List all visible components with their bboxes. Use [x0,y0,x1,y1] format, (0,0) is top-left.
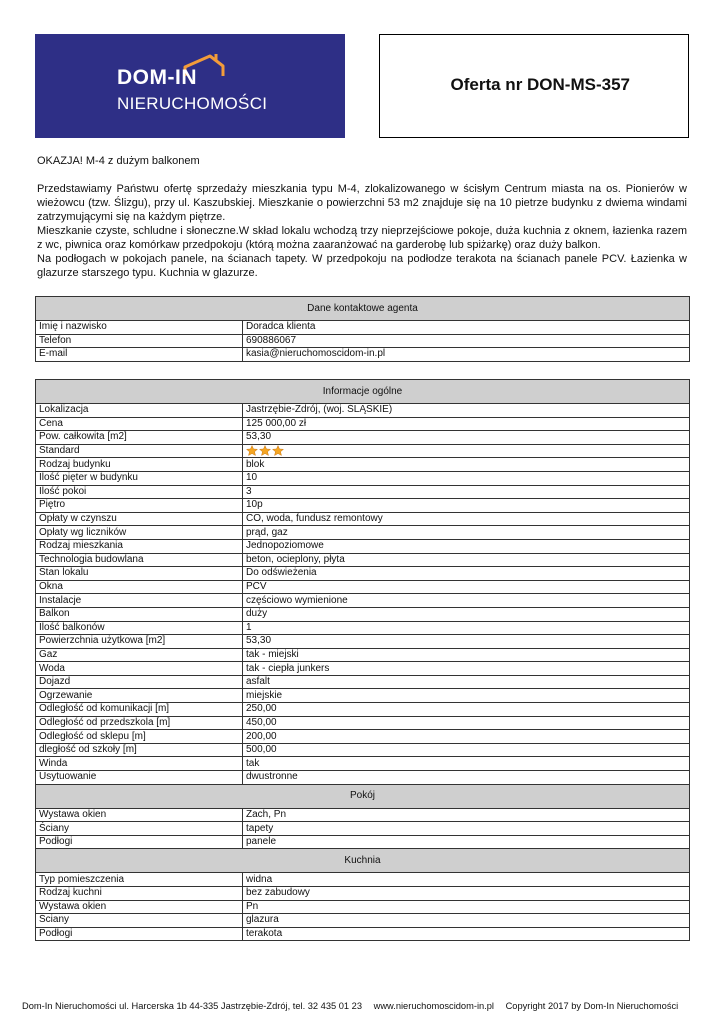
row-label: Lokalizacja [36,404,243,418]
table-row [36,417,690,431]
contact-table-header: Dane kontaktowe agenta [36,297,690,321]
table-row [36,835,690,849]
room-section-header: Pokój [36,784,690,808]
table-row [36,334,690,348]
star-icon [259,445,271,456]
row-value: 3 [243,485,690,499]
table-row [36,471,690,485]
row-value: Jednopoziomowe [243,539,690,553]
description-paragraph: Mieszkanie czyste, schludne i słoneczne.W skład lokalu wchodzą trzy nieprzejściowe pokoje, duża kuchnia z oknem, łazienka razem z wc, piwnica oraz komórkaw przedpokoju (którą można zaaranżować na garderobę lub spiżarkę) oraz duży balkon. [37,225,687,251]
general-section-header: Informacje ogólne [36,380,690,404]
kitchen-section-header: Kuchnia [36,849,690,873]
description-headline: OKAZJA! M-4 z dużym balkonem [37,155,200,167]
row-label: Rodzaj kuchni [36,887,243,901]
row-value: terakota [243,927,690,941]
row-label: Technologia budowlana [36,553,243,567]
row-value: 10 [243,471,690,485]
row-value: glazura [243,914,690,928]
row-value: panele [243,835,690,849]
star-icon [272,445,284,456]
row-label: Pow. całkowita [m2] [36,431,243,445]
table-row [36,822,690,836]
table-row [36,873,690,887]
table-row [36,621,690,635]
table-row [36,730,690,744]
table-row [36,539,690,553]
row-value: 690886067 [243,334,690,348]
row-value: 10p [243,499,690,513]
table-row [36,499,690,513]
row-label: Odległość od sklepu [m] [36,730,243,744]
table-row [36,607,690,621]
row-label: Wystawa okien [36,900,243,914]
row-label: Wystawa okien [36,808,243,822]
table-row [36,675,690,689]
row-value: tak [243,757,690,771]
row-value: asfalt [243,675,690,689]
page-footer [22,1001,712,1011]
row-value: duży [243,607,690,621]
row-label: Piętro [36,499,243,513]
row-label: Stan lokalu [36,567,243,581]
row-value: 500,00 [243,743,690,757]
row-value: Jastrzębie-Zdrój, (woj. ŚLĄSKIE) [243,404,690,418]
row-label: Woda [36,662,243,676]
footer-copyright: Copyright 2017 by Dom-In Nieruchomości [505,1001,679,1011]
table-row [36,526,690,540]
table-row [36,808,690,822]
table-row [36,648,690,662]
row-label: Ogrzewanie [36,689,243,703]
offer-description [37,154,687,280]
email-value[interactable]: kasia@nieruchomoscidom-in.pl [243,348,690,362]
row-value: tapety [243,822,690,836]
row-label: E-mail [36,348,243,362]
row-value: 53,30 [243,431,690,445]
row-value: widna [243,873,690,887]
row-label: Podłogi [36,835,243,849]
description-paragraph: Przedstawiamy Państwu ofertę sprzedaży mieszkania typu M-4, zlokalizowanego w ścisłym Centrum miasta na os. Pionierów w wieżowcu (tzw. Ślizgu), przy ul. Kaszubskiej. Mieszkanie o powierzchni 53 m2 znajduje się na 10 pietrze budynku z dwiema windami zatrzymującymi się na każdym piętrze. [37,183,687,223]
table-row [36,431,690,445]
row-label: Podłogi [36,927,243,941]
row-value: prąd, gaz [243,526,690,540]
row-value: Zach, Pn [243,808,690,822]
row-value: 53,30 [243,635,690,649]
row-label: Ściany [36,822,243,836]
row-label: Standard [36,444,243,458]
row-label: Rodzaj budynku [36,458,243,472]
row-value: 450,00 [243,716,690,730]
row-label: Typ pomieszczenia [36,873,243,887]
row-label: Gaz [36,648,243,662]
table-row [36,757,690,771]
row-value: dwustronne [243,771,690,785]
contact-table [35,296,690,362]
row-value: Doradca klienta [243,321,690,335]
footer-website[interactable]: www.nieruchomoscidom-in.pl [373,1001,494,1011]
table-row [36,485,690,499]
row-value: Do odświeżenia [243,567,690,581]
row-label: dległość od szkoły [m] [36,743,243,757]
row-label: Powierzchnia użytkowa [m2] [36,635,243,649]
row-value: beton, ocieplony, płyta [243,553,690,567]
row-value: 125 000,00 zł [243,417,690,431]
table-row [36,404,690,418]
table-row [36,716,690,730]
row-label: Opłaty w czynszu [36,512,243,526]
row-label: Imię i nazwisko [36,321,243,335]
table-row [36,635,690,649]
table-row [36,743,690,757]
row-label: Winda [36,757,243,771]
row-value: tak - ciepła junkers [243,662,690,676]
row-value: blok [243,458,690,472]
table-row [36,900,690,914]
table-row [36,771,690,785]
row-value: 200,00 [243,730,690,744]
row-label: Instalacje [36,594,243,608]
logo-brand-subtitle: NIERUCHOMOŚCI [117,94,268,113]
table-row [36,689,690,703]
row-label: Balkon [36,607,243,621]
table-row [36,458,690,472]
table-row [36,662,690,676]
footer-address: Dom-In Nieruchomości ul. Harcerska 1b 44-335 Jastrzębie-Zdrój, tel. 32 435 01 23 [22,1001,363,1011]
table-row [36,887,690,901]
row-value: Pn [243,900,690,914]
row-label: Odległość od przedszkola [m] [36,716,243,730]
row-label: Telefon [36,334,243,348]
row-label: Ilość pokoi [36,485,243,499]
row-label: Opłaty wg liczników [36,526,243,540]
row-value: CO, woda, fundusz remontowy [243,512,690,526]
details-table [35,379,690,941]
table-row [36,914,690,928]
row-value: tak - miejski [243,648,690,662]
row-label: Ilość pięter w budynku [36,471,243,485]
row-value: częściowo wymienione [243,594,690,608]
row-label: Odległość od komunikacji [m] [36,703,243,717]
row-label: Okna [36,580,243,594]
standard-rating [243,444,690,458]
table-row [36,567,690,581]
table-row [36,580,690,594]
row-label: Ściany [36,914,243,928]
company-logo [35,34,345,138]
row-label: Cena [36,417,243,431]
table-row [36,321,690,335]
row-value: bez zabudowy [243,887,690,901]
row-value: 250,00 [243,703,690,717]
table-row [36,512,690,526]
row-value: 1 [243,621,690,635]
row-value: PCV [243,580,690,594]
row-label: Usytuowanie [36,771,243,785]
row-label: Dojazd [36,675,243,689]
offer-title: Oferta nr DON-MS-357 [450,75,630,94]
table-row [36,348,690,362]
table-row [36,444,690,458]
row-label: Ilość balkonów [36,621,243,635]
row-label: Rodzaj mieszkania [36,539,243,553]
table-row [36,927,690,941]
logo-brand-name: DOM-IN [117,66,197,89]
row-value: miejskie [243,689,690,703]
table-row [36,703,690,717]
offer-title-box [379,34,689,138]
table-row [36,594,690,608]
star-icon [246,445,258,456]
description-paragraph: Na podłogach w pokojach panele, na ścianach tapety. W przedpokoju na podłodze terakota na ścianach panele PCV. Łazienka w glazurze starszego typu. Kuchnia w glazurze. [37,253,687,279]
table-row [36,553,690,567]
